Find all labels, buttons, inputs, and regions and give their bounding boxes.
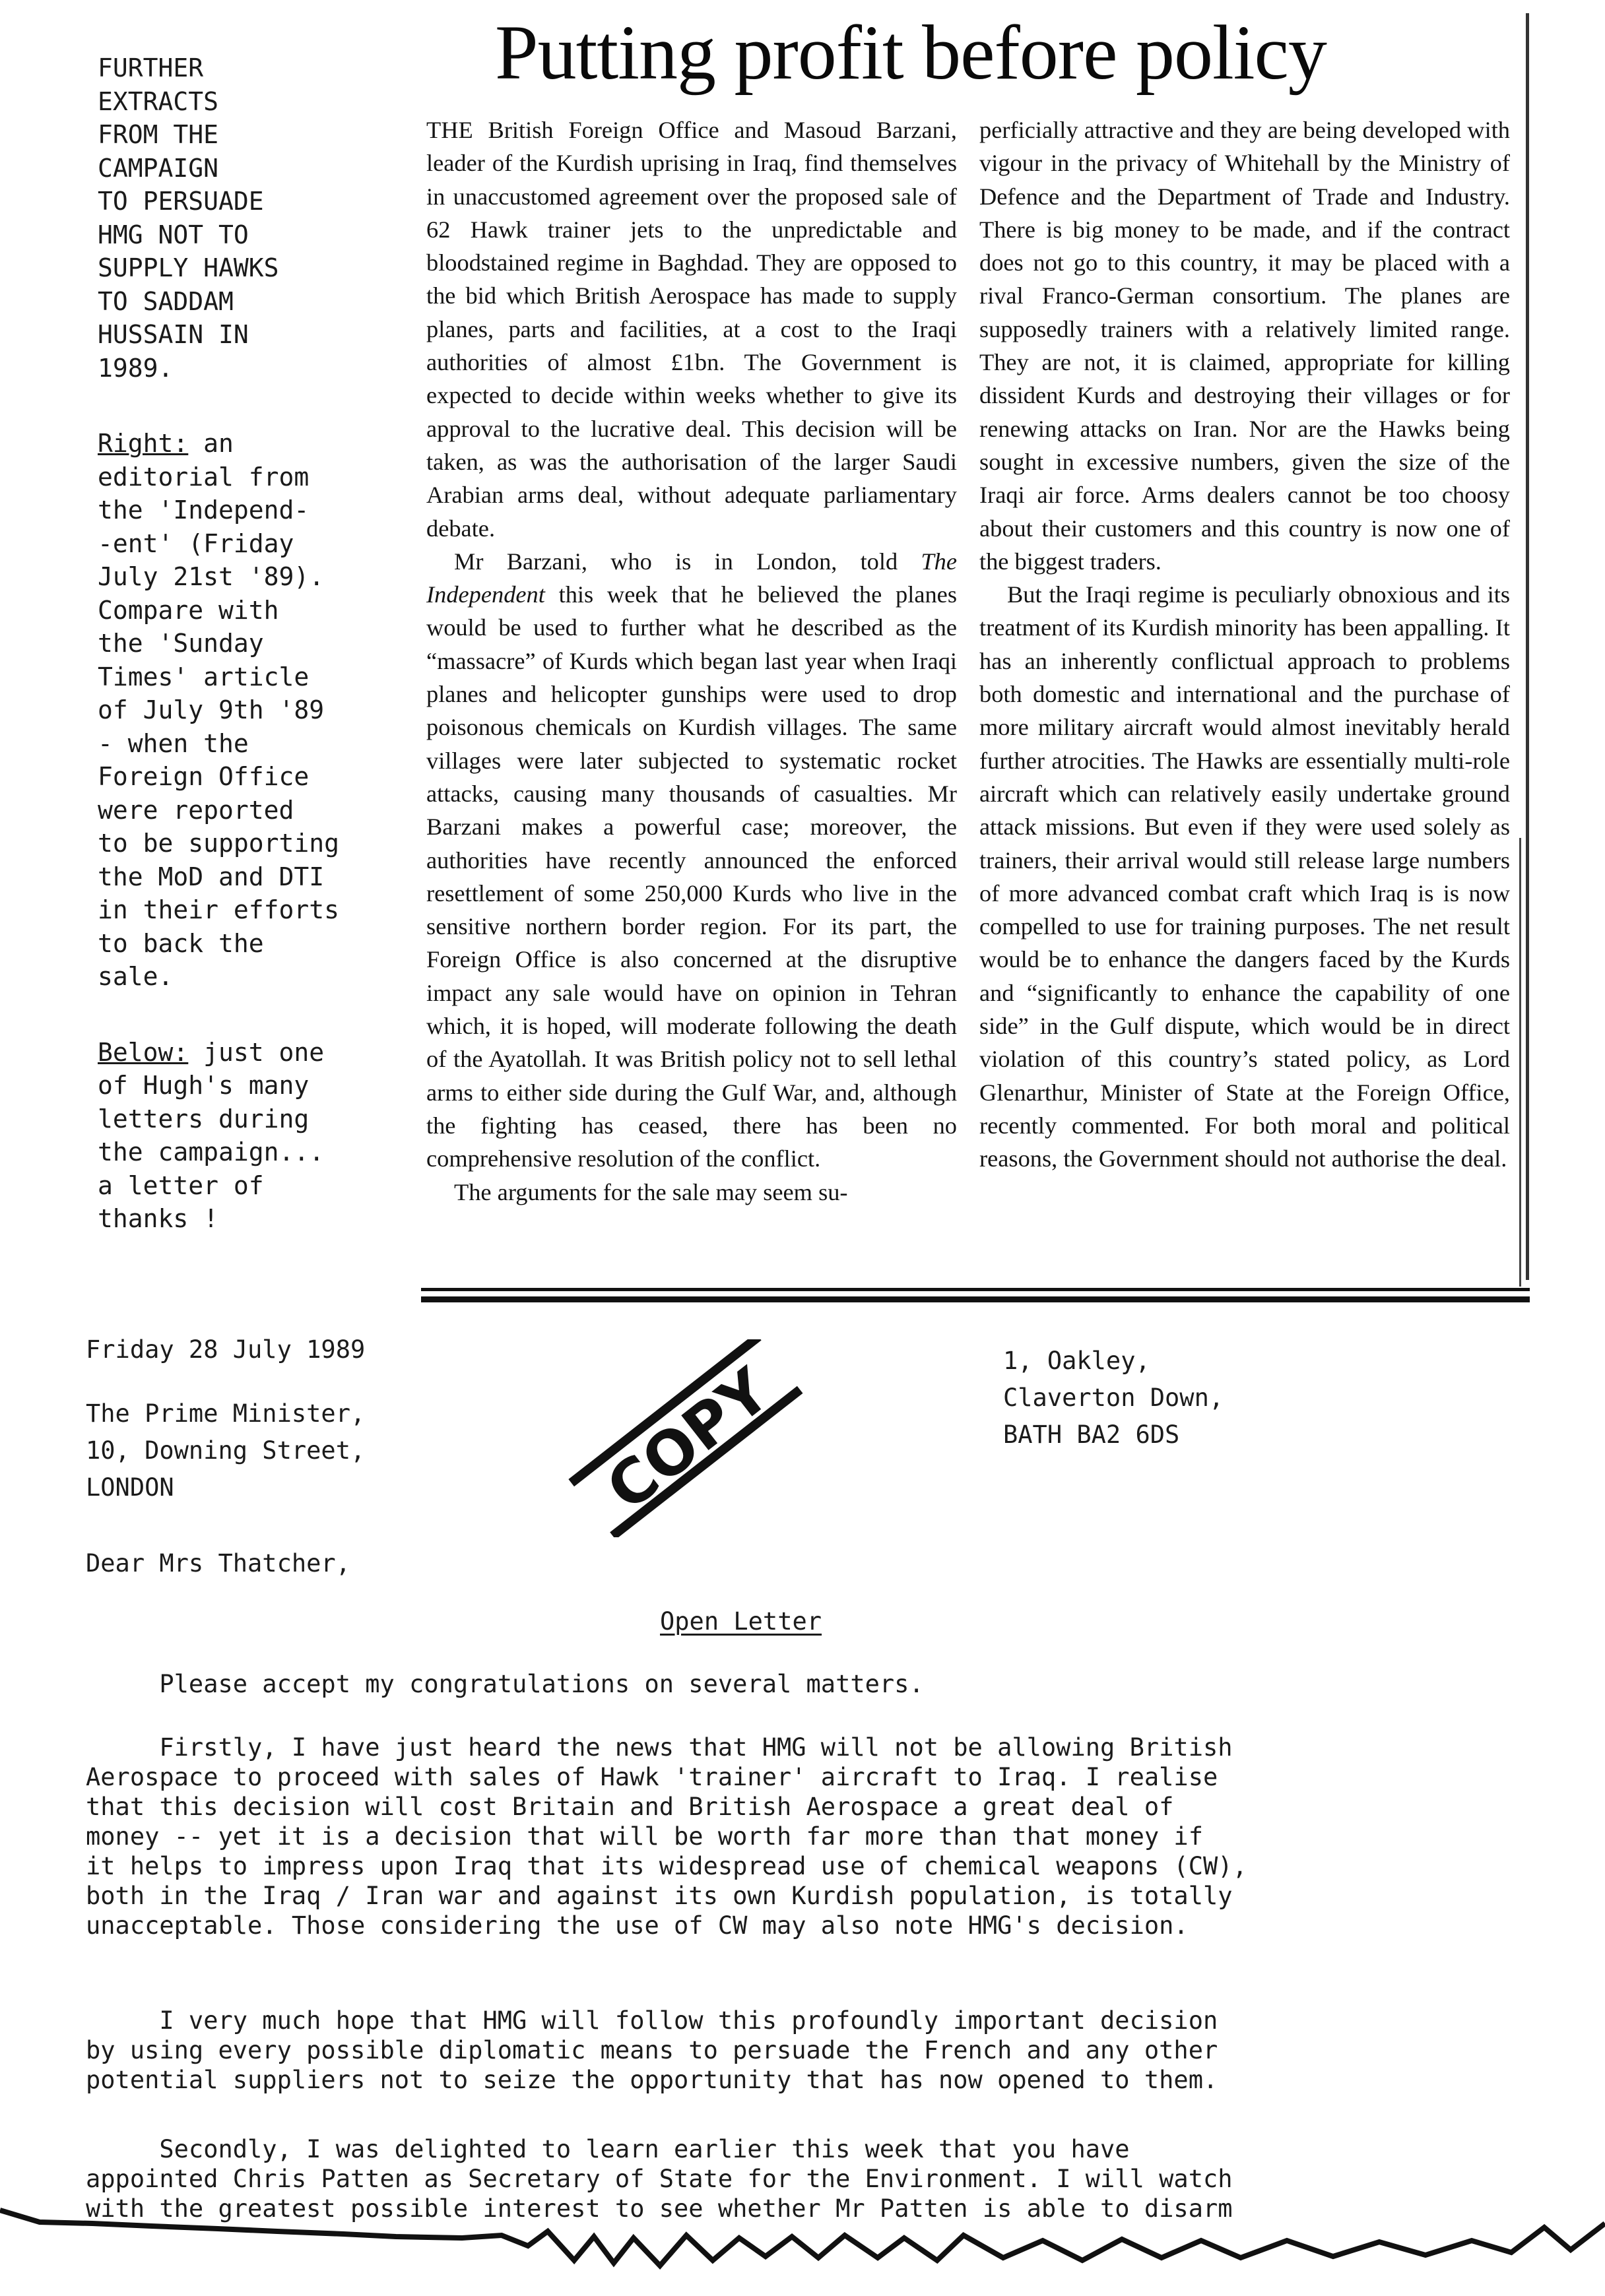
clipping-border-right bbox=[1526, 13, 1529, 1280]
sidebar-note bbox=[98, 51, 408, 1278]
copy-stamp-text: COPY bbox=[593, 1355, 783, 1525]
editorial-paragraph: THE British Foreign Office and Masoud Barzani, leader of the Kurdish uprising in Iraq, find themselves in unaccustomed agreement over the proposed sale of 62 Hawk trainer jets to the unpredictable and bloodstained regime in Baghdad. They are opposed to the bid which British Aerospace has made to supply planes, parts and facilities, at a cost to the Iraqi authorities of almost £1bn. The Government is expected to decide within weeks whether to give its approval to the lucrative deal. This decision will be taken, as was the authorisation of the larger Saudi Arabian arms deal, without adequate parliamentary debate. bbox=[426, 117, 957, 542]
sender-address: 1, Oakley, Claverton Down, BATH BA2 6DS bbox=[1003, 1347, 1224, 1449]
editorial-column-2 bbox=[979, 113, 1510, 1176]
editorial-paragraph: perficially attractive and they are being developed with vigour in the privacy of Whitehall by the Ministry of Defence and the Department of Trade and Industry. There is big money to be made, and if the contract does not go to this country, it may be placed with a rival Franco-German consortium. The planes are supposedly trainers with a relatively limited range. They are not, it is claimed, appropriate for killing dissident Kurds and destroying their villages or for renewing attacks on Iran. Nor are the Hawks being sought in excessive numbers, given the size of the Iraqi air force. Arms dealers cannot be too choosy about their customers and this country is now one of the biggest traders. bbox=[979, 117, 1510, 575]
clipping-rule-thick bbox=[421, 1296, 1530, 1302]
torn-edge-icon bbox=[0, 2197, 1605, 2296]
editorial-paragraph bbox=[426, 545, 957, 1176]
clipping-border-inner bbox=[1519, 838, 1521, 1287]
editorial-headline: Putting profit before policy bbox=[495, 9, 1327, 96]
editorial-column-1 bbox=[426, 113, 957, 1209]
sidebar-below-note bbox=[98, 1036, 408, 1236]
letter-recipient: The Prime Minister, 10, Downing Street, LONDON bbox=[86, 1399, 366, 1502]
copy-stamp-icon bbox=[541, 1339, 825, 1537]
editorial-paragraph: The arguments for the sale may seem su- bbox=[454, 1178, 848, 1205]
editorial-paragraph: But the Iraqi regime is peculiarly obnoxious and its treatment of its Kurdish minority has been appalling. It has an inherently conflictual approach to problems both domestic and international and the purchase of more military aircraft would almost inevitably herald further atrocities. The Hawks are essentially multi-role aircraft which can relatively easily undertake ground attack missions. But even if they were used solely as trainers, their arrival would still release large numbers of more advanced combat craft which Iraq is is now compelled to use for training purposes. The net result would be to enhance the dangers faced by the Kurds and “significantly to enhance the capability of one side” in the Gulf dispute, which would be in direct violation of this country’s stated policy, as Lord Glenarthur, Minister of State at the Foreign Office, recently commented. For both moral and political reasons, the Government should not authorise the deal. bbox=[979, 581, 1510, 1172]
newspaper-name: The Independent bbox=[426, 548, 957, 608]
letter-paragraph: I very much hope that HMG will follow this profoundly important decision by using every possible diplomatic means to persuade the French and any other potential suppliers not to seize the opportunity that has now opened to them. bbox=[86, 2006, 1218, 2094]
below-label: Below: bbox=[98, 1037, 189, 1067]
clipping-rule-thin bbox=[421, 1288, 1530, 1291]
editorial-text: this week that he believed the planes would be used to further what he described as the “massacre” of Kurds which began last year when Iraqi planes and helicopter gunships were used to drop poisonous chemicals on Kurdish villages. The same villages were later subjected to systematic rocket attacks, causing many thousands of casualties. Mr Barzani makes a powerful case; moreover, the authorities have recently announced the enforced resettlement of some 250,000 Kurds who live in the sensitive northern border region. For its part, the Foreign Office is also concerned at the disruptive impact any sale would have on opinion in Tehran which, it is hoped, will moderate following the death of the Ayatollah. It was British policy not to sell lethal arms to either side during the Gulf War, and, although the fighting has ceased, there has been no comprehensive resolution of the conflict. bbox=[426, 581, 957, 1172]
letter-paragraph: Firstly, I have just heard the news that HMG will not be allowing British Aerospace to proceed with sales of Hawk 'trainer' aircraft to Iraq. I realise that this decision will cost Britain and British Aerospace a great deal of money -- yet it is a decision that will be worth far more than that money if it helps to impress upon Iraq that its widespread use of chemical weapons (CW), both in the Iraq / Iran war and against its own Kurdish population, is totally unacceptable. Those considering the use of CW may also note HMG's decision. bbox=[86, 1733, 1247, 1940]
sidebar-intro: FURTHER EXTRACTS FROM THE CAMPAIGN TO PERSUADE HMG NOT TO SUPPLY HAWKS TO SADDAM HUSSAIN IN 1989. bbox=[98, 53, 279, 383]
right-label: Right: bbox=[98, 429, 189, 458]
letter-salutation: Dear Mrs Thatcher, bbox=[86, 1549, 350, 1578]
letter-paragraph: Secondly, I was delighted to learn earlier this week that you have appointed Chris Patten as Secretary of State for the Environment. I will watch with the greatest possible interest to see whether Mr Patten is able to disarm bbox=[86, 2135, 1233, 2223]
letter-paragraph: Please accept my congratulations on several matters. bbox=[86, 1670, 924, 1698]
below-text: just one of Hugh's many letters during the campaign... a letter of thanks ! bbox=[98, 1037, 325, 1233]
right-text: an editorial from the 'Independ- -ent' (Friday July 21st '89). Compare with the 'Sunday Times' article of July 9th '89 - when the Foreign Office were reported to be supporting the MoD and DTI in their efforts to back the sale. bbox=[98, 429, 340, 991]
letter-date: Friday 28 July 1989 bbox=[86, 1335, 366, 1364]
editorial-text: Mr Barzani, who is in London, told bbox=[454, 548, 921, 575]
sidebar-right-note bbox=[98, 427, 408, 994]
letter-subject: Open Letter bbox=[660, 1607, 822, 1636]
